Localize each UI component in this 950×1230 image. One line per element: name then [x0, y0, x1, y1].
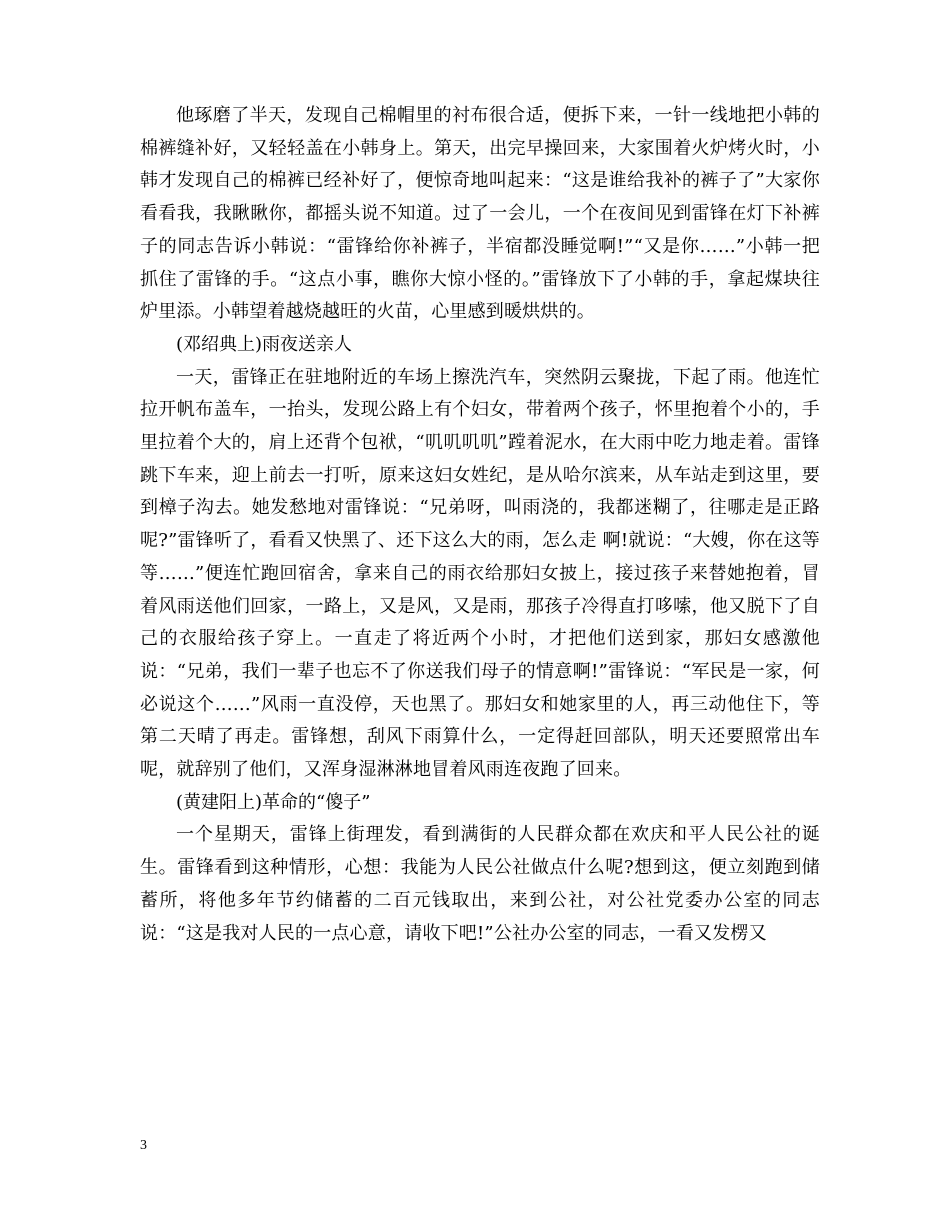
document-body	[140, 100, 820, 950]
paragraph-1: 他琢磨了半天，发现自己棉帽里的衬布很合适，便拆下来，一针一线地把小韩的棉裤缝补好，又轻轻盖在小韩身上。第天，出完早操回来，大家围着火炉烤火时，小韩才发现自己的棉裤已经补好了，便惊奇地叫起来：“这是谁给我补的裤子了”大家你看看我，我瞅瞅你，都摇头说不知道。过了一会儿，一个在夜间见到雷锋在灯下补裤子的同志告诉小韩说：“雷锋给你补裤子，半宿都没睡觉啊!”“又是你……”小韩一把抓住了雷锋的手。“这点小事，瞧你大惊小怪的。”雷锋放下了小韩的手，拿起煤块往炉里添。小韩望着越烧越旺的火苗，心里感到暖烘烘的。	[140, 105, 820, 323]
section-heading-2: (黄建阳上)革命的“傻子”	[176, 791, 371, 813]
paragraph-2: 一天，雷锋正在驻地附近的车场上擦洗汽车，突然阴云聚拢，下起了雨。他连忙拉开帆布盖车，一抬头，发现公路上有个妇女，带着两个孩子，怀里抱着个小的，手里拉着个大的，肩上还背个包袱，“叽叽叽叽”蹚着泥水，在大雨中吃力地走着。雷锋跳下车来，迎上前去一打听，原来这妇女姓纪，是从哈尔滨来，从车站走到这里，要到樟子沟去。她发愁地对雷锋说：“兄弟呀，叫雨浇的，我都迷糊了，往哪走是正路呢?”雷锋听了，看看又快黑了、还下这么大的雨，怎么走 啊!就说：“大嫂，你在这等等……”便连忙跑回宿舍，拿来自己的雨衣给那妇女披上，接过孩子来替她抱着，冒着风雨送他们回家，一路上，又是风，又是雨，那孩子冷得直打哆嗦，他又脱下了自己的衣服给孩子穿上。一直走了将近两个小时，才把他们送到家，那妇女感激他说：“兄弟，我们一辈子也忘不了你送我们母子的情意啊!”雷锋说：“军民是一家，何必说这个……”风雨一直没停，天也黑了。那妇女和她家里的人，再三动他住下，等第二天晴了再走。雷锋想，刮风下雨算什么，一定得赶回部队，明天还要照常出车呢，就辞别了他们，又浑身湿淋淋地冒着风雨连夜跑了回来。	[140, 366, 820, 781]
page-number: 3	[140, 1138, 147, 1153]
section-heading-1: (邓绍典上)雨夜送亲人	[176, 333, 353, 355]
paragraph-3: 一个星期天，雷锋上街理发，看到满街的人民群众都在欢庆和平人民公社的诞生。雷锋看到这种情形，心想：我能为人民公社做点什么呢?想到这，便立刻跑到储蓄所，将他多年节约储蓄的二百元钱取出，来到公社，对公社党委办公室的同志说：“这是我对人民的一点心意，请收下吧!”公社办公室的同志，一看又发楞又	[140, 824, 820, 944]
